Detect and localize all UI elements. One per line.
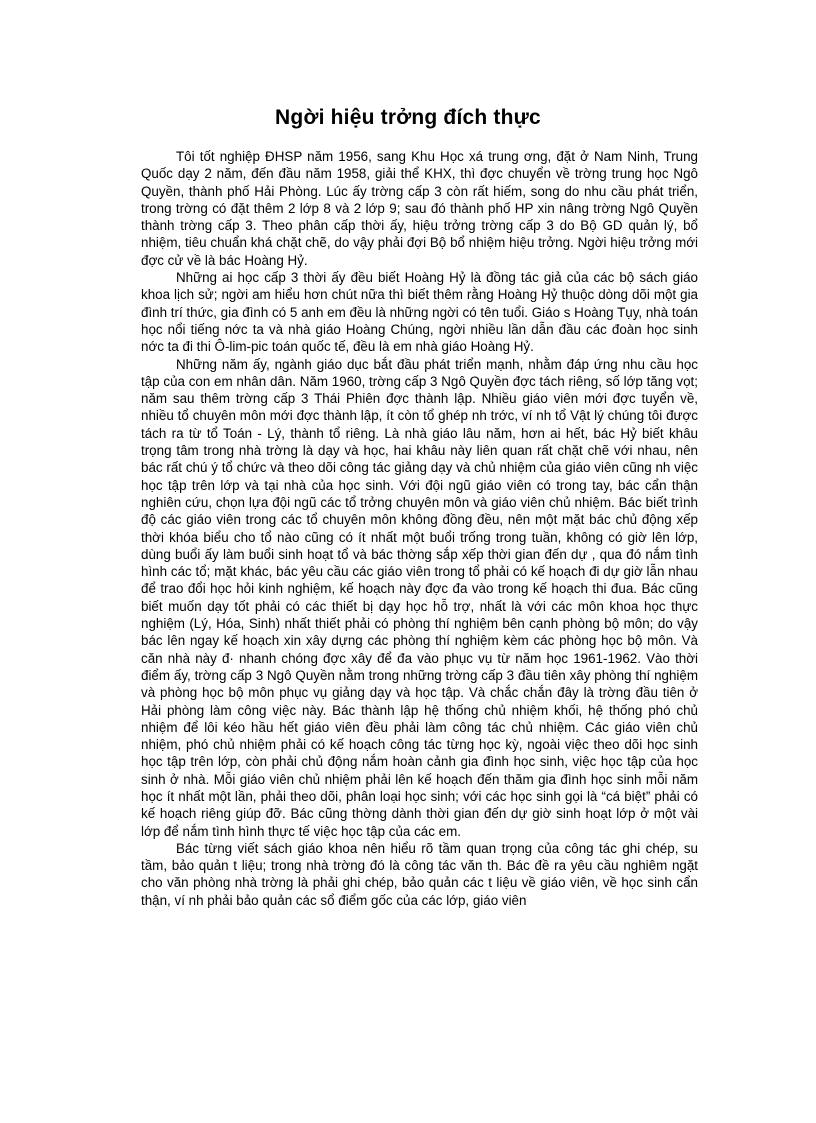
paragraph: Những ai học cấp 3 thời ấy đều biết Hoàng Hỷ là đồng tác giả của các bộ sách giáo khoa lịch sử; ngời am hiểu hơn chút nữa thì biết thêm rằng Hoàng Hỷ thuộc dòng dõi một gia đình trí thức, gia đình có 5 anh em đều là những ngời có tên tuổi. Giáo s Hoàng Tụy, nhà toán học nổi tiếng nớc ta và nhà giáo Hoàng Chúng, ngời nhiều lần dẫn đầu các đoàn học sinh nớc ta đi thi Ô-lim-pic toán quốc tế, đều là em nhà giáo Hoàng Hỷ. (141, 270, 698, 355)
page-title: Ngời hiệu trởng đích thực (275, 106, 541, 129)
article-body (141, 148, 698, 909)
paragraph: Những năm ấy, ngành giáo dục bắt đầu phát triển mạnh, nhằm đáp ứng nhu cầu học tập của con em nhân dân. Năm 1960, trờng cấp 3 Ngô Quyền đợc tách riêng, số lớp tăng vọt; năm sau thêm trờng cấp 3 Thái Phiên đợc thành lập. Nhiều giáo viên mới đợc tuyển về, nhiều tổ chuyên môn mới đợc thành lập, ít còn tổ ghép nh trớc, ví nh tổ Vật lý chúng tôi được tách ra từ tổ Toán - Lý, thành tổ riêng. Là nhà giáo lâu năm, hơn ai hết, bác Hỷ biết khâu trọng tâm trong nhà trờng là dạy và học, hai khâu này liên quan rất chặt chẽ với nhau, nên bác rất chú ý tổ chức và theo dõi công tác giảng dạy và chủ nhiệm của giáo viên cũng nh việc học tập trên lớp và tại nhà của học sinh. Với đội ngũ giáo viên có trong tay, bác cẩn thận nghiên cứu, chọn lựa đội ngũ các tổ trởng chuyên môn và giáo viên chủ nhiệm. Bác biết trình độ các giáo viên trong các tổ chuyên môn không đồng đều, nên một mặt bác chủ động xếp thời khóa biểu cho tổ nào cũng có ít nhất một buổi trống trong tuần, không có giờ lên lớp, dùng buổi ấy làm buổi sinh hoạt tổ và bác thờng sắp xếp thời gian đến dự , qua đó nắm tình hình các tổ; mặt khác, bác yêu cầu các giáo viên trong tổ phải có kế hoạch đi dự giờ lẫn nhau để trao đổi học hỏi kinh nghiệm, kế hoạch này đợc đa vào trong kế hoạch thi đua. Bác cũng biết muốn dạy tốt phải có các thiết bị dạy học hỗ trợ, nhất là với các môn khoa học thực nghiệm (Lý, Hóa, Sinh) nhất thiết phải có phòng thí nghiệm bên cạnh phòng bộ môn; do vậy bác lên ngay kế hoạch xin xây dựng các phòng thí nghiệm kèm các phòng học bộ môn. Và căn nhà này đ· nhanh chóng đợc xây để đa vào phục vụ từ năm học 1961-1962. Vào thời điểm ấy, trờng cấp 3 Ngô Quyền nằm trong những trờng cấp 3 đầu tiên xây phòng thí nghiệm và phòng học bộ môn phục vụ giảng dạy và học tập. Và chắc chắn đây là trờng đầu tiên ở Hải phòng làm công việc này. Bác thành lập hệ thống chủ nhiệm khối, hệ thống phó chủ nhiệm để lôi kéo hầu hết giáo viên đều phải làm công tác chủ nhiệm. Các giáo viên chủ nhiệm, phó chủ nhiệm phải có kế hoạch công tác từng học kỳ, ngoài việc theo dõi học sinh học tập trên lớp, còn phải chủ động nắm hoàn cảnh gia đình học sinh, việc học tập của học sinh ở nhà. Mỗi giáo viên chủ nhiệm phải lên kế hoạch đến thăm gia đình học sinh mỗi năm học ít nhất một lần, phải theo dõi, phân loại học sinh; với các học sinh gọi là “cá biệt” phải có kế hoạch riêng giúp đỡ. Bác cũng thờng dành thời gian đến dự giờ sinh hoạt lớp ở một vài lớp để nắm tình hình thực tế việc học tập của các em. (141, 356, 698, 839)
paragraph: Tôi tốt nghiệp ĐHSP năm 1956, sang Khu Học xá trung ơng, đặt ở Nam Ninh, Trung Quốc dạy 2 năm, đến đầu năm 1958, giải thể KHX, thì đợc chuyển về trờng trung học Ngô Quyền, thành phố Hải Phòng. Lúc ấy trờng cấp 3 còn rất hiếm, song do nhu cầu phát triển, trong trờng có đặt thêm 2 lớp 8 và 2 lớp 9; sau đó thành phố HP xin nâng trờng Ngô Quyền thành trờng cấp 3. Theo phân cấp thời ấy, hiệu trởng trờng cấp 3 do Bộ GD quản lý, bổ nhiệm, tiêu chuẩn khá chặt chẽ, do vậy phải đợi Bộ bổ nhiệm hiệu trởng. Ngời hiệu trởng mới đợc cử về là bác Hoàng Hỷ. (141, 149, 698, 268)
paragraph: Bác từng viết sách giáo khoa nên hiểu rõ tầm quan trọng của công tác ghi chép, su tầm, bảo quản t liệu; trong nhà trờng đó là công tác văn th. Bác đề ra yêu cầu nghiêm ngặt cho văn phòng nhà trờng là phải ghi chép, bảo quản các t liệu về giáo viên, về học sinh cẩn thận, ví nh phải bảo quản các sổ điểm gốc của các lớp, giáo viên (141, 840, 698, 908)
